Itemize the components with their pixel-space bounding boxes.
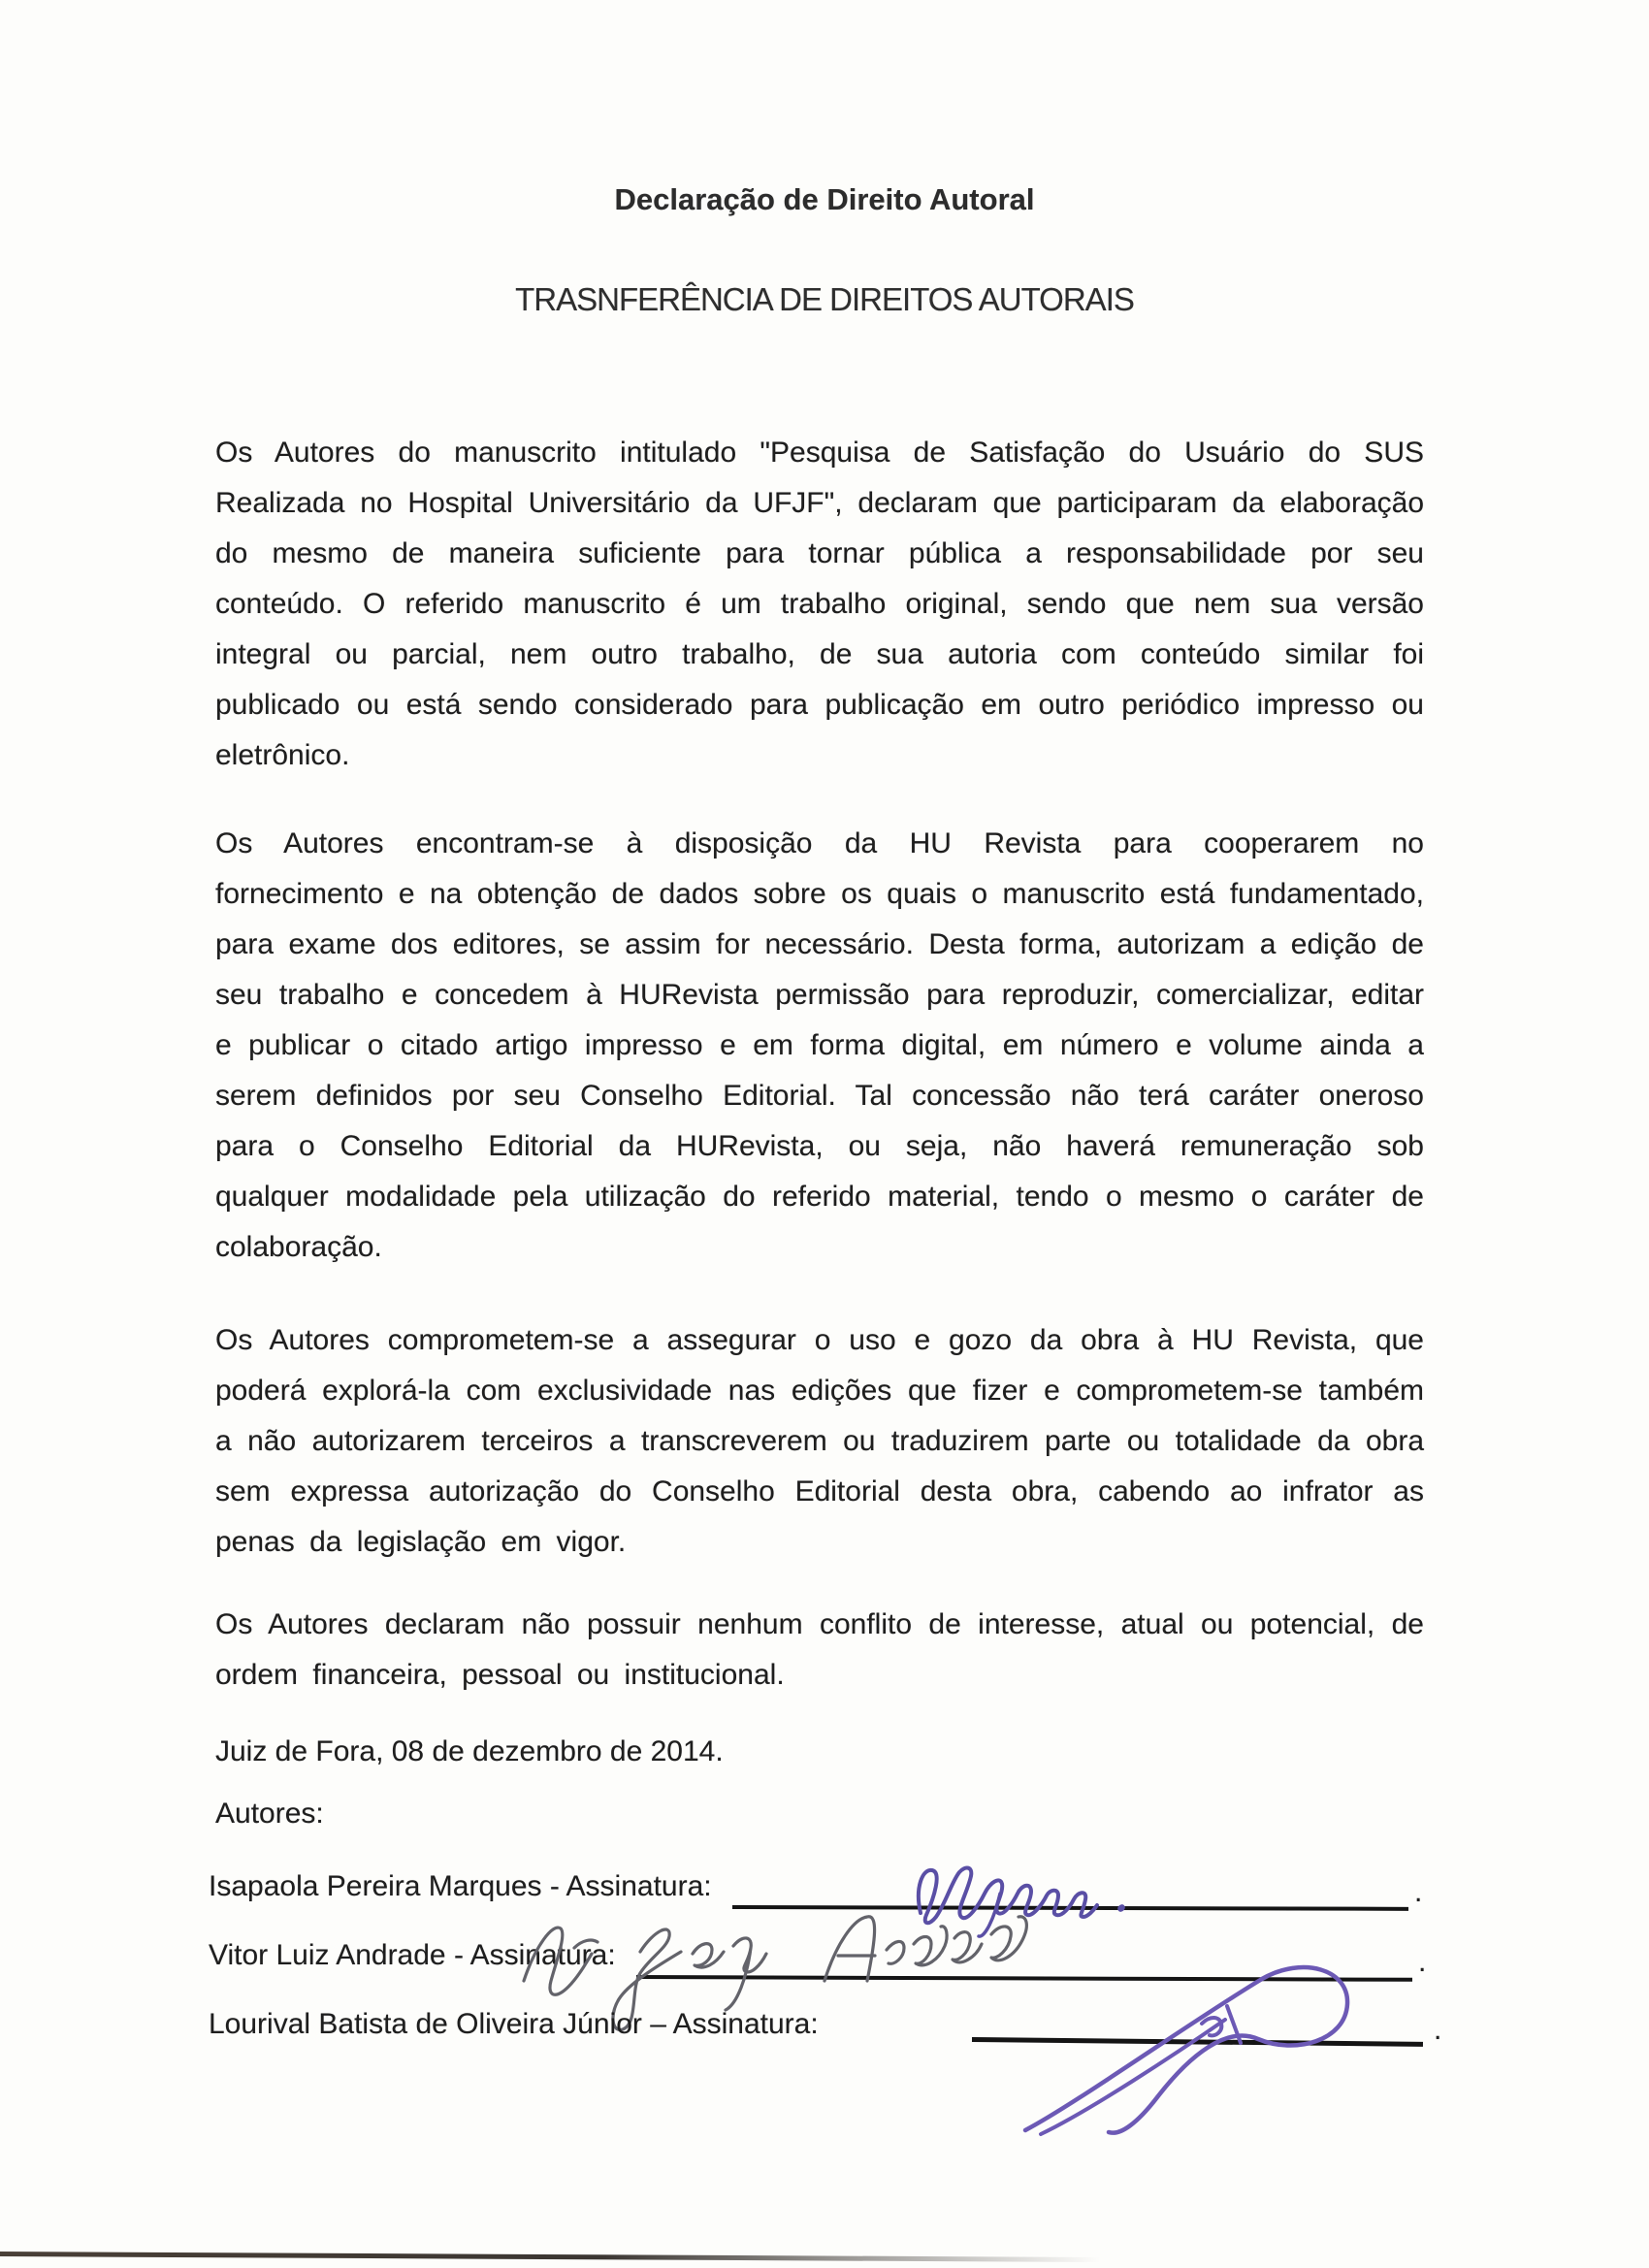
paragraph-authorship-declaration: Os Autores do manuscrito intitulado "Pesquisa de Satisfação do Usuário do SUS Realizada no Hospital Universitário da UFJF", declaram que participaram da elaboração do mesmo de maneira suficiente para tornar pública a responsabilidade por seu conteúdo. O referido manuscrito é um trabalho original, sendo que nem sua versão integral ou parcial, nem outro trabalho, de sua autoria com conteúdo similar foi publicado ou está sendo considerado para publicação em outro periódico impresso ou eletrônico. [215,437,1424,771]
scanner-edge-artifact [0,2252,1100,2262]
document-subtitle: TRASNFERÊNCIA DE DIREITOS AUTORAIS [515,281,1134,317]
signature-line-3-period: . [1434,2014,1442,2046]
paragraph-permission-grant: Os Autores encontram-se à disposição da HU Revista para cooperarem no fornecimento e na obtenção de dados sobre os quais o manuscrito está fundamentado, para exame dos editores, se assim for necessário. Desta forma, autorizam a edição de seu trabalho e concedem à HURevista permissão para reproduzir, comercializar, editar e publicar o citado artigo impresso e em forma digital, em número e volume ainda a serem definidos por seu Conselho Editorial. Tal concessão não terá caráter oneroso para o Conselho Editorial da HURevista, ou seja, não haverá remuneração sob qualquer modalidade pela utilização do referido material, tendo o mesmo o caráter de colaboração. [215,827,1424,1263]
signature-ink-lourival [985,1960,1373,2144]
signature-line-2-period: . [1418,1946,1427,1978]
paragraph-conflict-of-interest: Os Autores declaram não possuir nenhum conflito de interesse, atual ou potencial, de ordem financeira, pessoal ou institucional. [215,1608,1424,1691]
signature-label-lourival: Lourival Batista de Oliveira Júnior – Assinatura: [209,2008,819,2040]
date-line: Juiz de Fora, 08 de dezembro de 2014. [215,1735,724,1767]
signature-label-vitor: Vitor Luiz Andrade - Assinatura: [209,1939,616,1971]
signature-label-isapaola: Isapaola Pereira Marques - Assinatura: [209,1870,712,1902]
document-title: Declaração de Direito Autoral [614,182,1035,216]
signature-line-1-period: . [1414,1876,1423,1908]
authors-label: Autores: [215,1798,324,1830]
paragraph-exclusivity-commitment: Os Autores comprometem-se a assegurar o uso e gozo da obra à HU Revista, que poderá explorá-la com exclusividade nas edições que fizer e comprometem-se também a não autorizarem terceiros a transcreverem ou traduzirem parte ou totalidade da obra sem expressa autorização do Conselho Editorial desta obra, cabendo ao infrator as penas da legislação em vigor. [215,1324,1424,1558]
